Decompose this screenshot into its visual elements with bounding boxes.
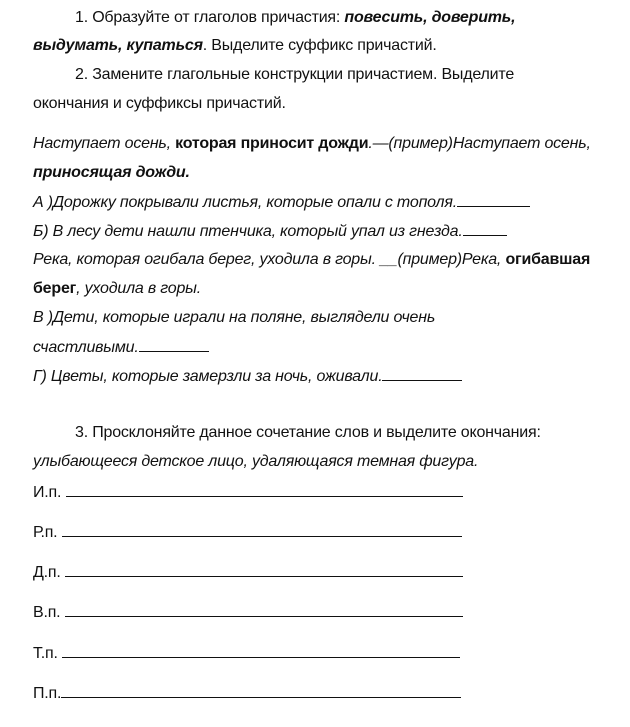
item-v-text: счастливыми.	[33, 339, 139, 356]
example2-bold1: огибавшая	[505, 251, 591, 268]
task2-example1	[33, 134, 591, 154]
item-b-text: Б) В лесу дети нашли птенчика, который упал из гнезда.	[33, 223, 463, 240]
task2-example2	[33, 250, 590, 270]
task2-item-a	[33, 192, 530, 213]
item-v-answer-blank[interactable]	[139, 337, 209, 352]
case-row-instrumental	[33, 643, 460, 664]
case-label: П.п.	[33, 685, 62, 702]
item-a-answer-blank[interactable]	[457, 192, 530, 207]
task1-verbs-part2: выдумать, купаться	[33, 37, 203, 54]
item-g-answer-blank[interactable]	[382, 366, 462, 381]
task3-phrase: улыбающееся детское лицо, удаляющаяся темная фигура.	[33, 453, 479, 470]
item-b-answer-blank[interactable]	[463, 221, 507, 236]
case-label: Т.п.	[33, 645, 58, 662]
case-answer-blank[interactable]	[62, 643, 460, 658]
task3-line1: 3. Просклоняйте данное сочетание слов и выделите окончания:	[75, 424, 541, 441]
case-answer-blank[interactable]	[65, 562, 463, 577]
task2-item-v-line2	[33, 337, 209, 358]
item-g-text: Г) Цветы, которые замерзли за ночь, оживали.	[33, 368, 383, 385]
case-answer-blank[interactable]	[62, 522, 462, 537]
example1-prefix: Наступает осень,	[33, 135, 176, 152]
task1-prompt: 1. Образуйте от глаголов причастия:	[75, 9, 345, 26]
item-a-text: А )Дорожку покрывали листья, которые опали с тополя.	[33, 194, 457, 211]
case-row-nominative	[33, 482, 463, 503]
example2-bold2: берег	[33, 280, 77, 297]
task2-item-b	[33, 221, 507, 242]
example1-mid: .―(пример)Наступает осень,	[368, 135, 591, 152]
example2-prefix: Река, которая огибала берег, уходила в горы. __(пример)Река,	[33, 251, 506, 268]
case-row-dative	[33, 562, 463, 583]
task2-example2-cont	[33, 279, 201, 299]
task2-example1-answer	[33, 163, 190, 183]
task1-instruction-suffix: . Выделите суффикс причастий.	[202, 37, 437, 54]
example2-suffix: , уходила в горы.	[76, 280, 201, 297]
task1-verbs-part1: повесить, доверить,	[344, 9, 516, 26]
case-label: И.п.	[33, 484, 62, 501]
task1-line2	[33, 36, 437, 56]
task2-line1: 2. Замените глагольные конструкции причастием. Выделите	[75, 66, 515, 83]
task2-item-v-line1: В )Дети, которые играли на поляне, выглядели очень	[33, 309, 436, 326]
task2-item-g	[33, 366, 462, 387]
case-row-accusative	[33, 602, 463, 623]
case-answer-blank[interactable]	[66, 482, 463, 497]
example1-answer: приносящая дожди.	[33, 164, 190, 181]
example1-bold: которая приносит дожди	[175, 135, 369, 152]
case-answer-blank[interactable]	[61, 683, 461, 698]
task1-line1	[75, 8, 515, 28]
case-row-genitive	[33, 522, 462, 543]
case-row-prepositional	[33, 683, 461, 704]
case-label: В.п.	[33, 604, 61, 621]
case-answer-blank[interactable]	[65, 602, 463, 617]
case-label: Р.п.	[33, 524, 58, 541]
case-label: Д.п.	[33, 564, 61, 581]
task2-line2: окончания и суффиксы причастий.	[33, 95, 286, 112]
